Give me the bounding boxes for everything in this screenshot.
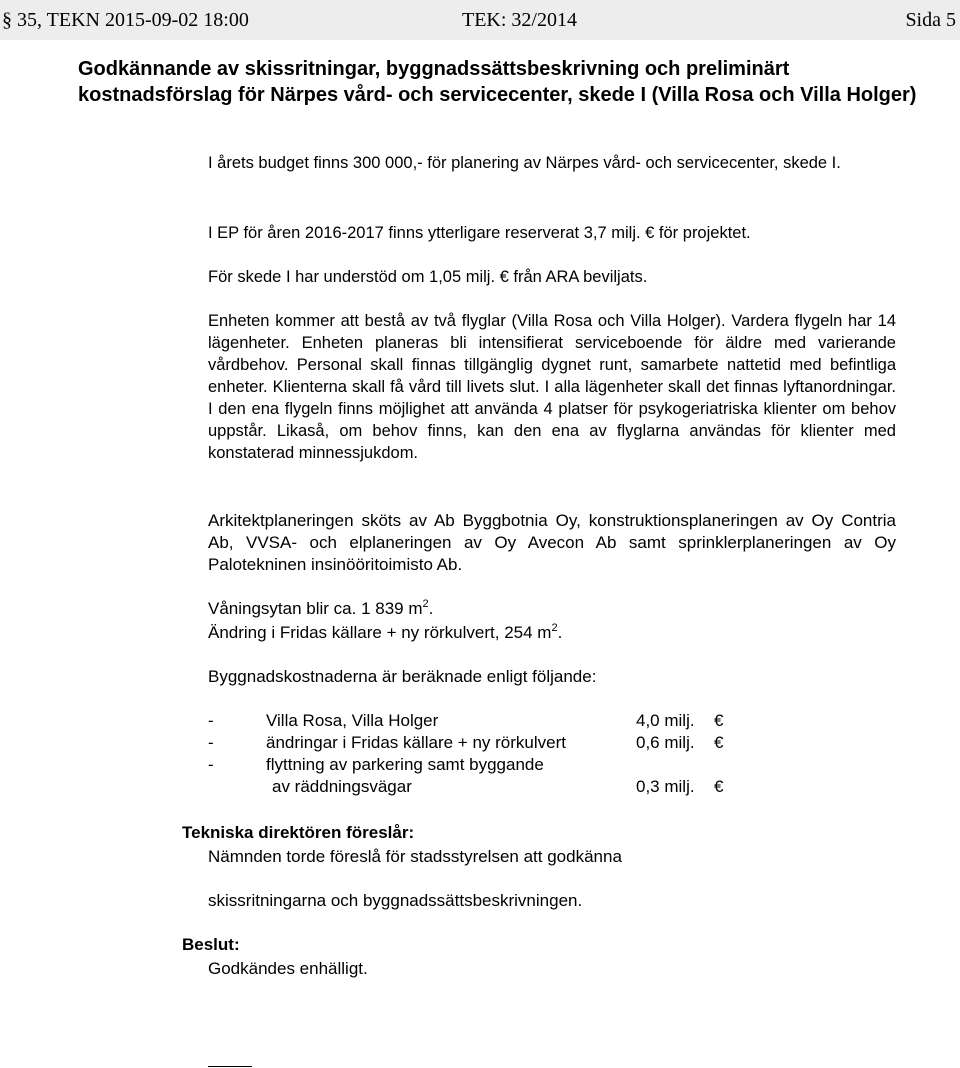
cost-amount: 0,3 milj.: [636, 777, 695, 796]
renovation-area-period: .: [557, 623, 563, 642]
decision-text: Godkändes enhälligt.: [208, 959, 368, 978]
header-section-date: § 35, TEKN 2015-09-02 18:00: [2, 9, 249, 31]
cost-list: [208, 710, 768, 798]
floor-area-period: .: [428, 599, 434, 618]
paragraph-unit-description: Enheten kommer att bestå av två flyglar (Villa Rosa och Villa Holger). Vardera flygeln har 14 lägenheter. Enheten planeras bli intensifierat serviceboende för äldre med varierande vårdbehov. Personal skall finnas tillgänglig dygnet runt, samarbete nattetid med befintliga enheter. Klienterna skall få vård till livets slut. I alla lägenheter skall det finnas lyftanordningar. I den ena flygeln finns möjlighet att använda 4 platser för psykogeriatriska klienter om behov uppstår. Likaså, om behov finns, kan den ena av flyglarna användas för klienter med konstaterad minnessjukdom.: [208, 312, 896, 462]
proposal-text: Nämnden torde föreslå för stadsstyrelsen att godkänna: [208, 847, 622, 866]
cost-label: flyttning av parkering samt byggande: [266, 755, 544, 774]
costs-intro: Byggnadskostnaderna är beräknade enligt följande:: [208, 667, 597, 686]
cost-label: ändringar i Fridas källare + ny rörkulvert: [266, 733, 566, 752]
floor-area-line: [208, 598, 896, 620]
renovation-area-superscript: 2: [551, 622, 558, 634]
cost-amount: 0,6 milj.: [636, 733, 695, 752]
paragraph-ara-grant: För skede I har understöd om 1,05 milj. € från ARA beviljats.: [208, 268, 648, 286]
cost-row-continuation: [208, 776, 768, 798]
decision-heading: Beslut:: [182, 935, 240, 954]
cost-dash: -: [208, 755, 214, 774]
renovation-area-text: Ändring i Fridas källare + ny rörkulvert, 254 m: [208, 623, 552, 642]
signature-line: [208, 1066, 252, 1067]
proposal-heading: Tekniska direktören föreslår:: [182, 823, 415, 842]
cost-dash: -: [208, 711, 214, 730]
cost-row: [208, 754, 768, 776]
header-page-number: Sida 5: [905, 9, 956, 31]
cost-row: [208, 732, 768, 754]
paragraph-ep-reserve: I EP för åren 2016-2017 finns ytterligare reserverat 3,7 milj. € för projektet.: [208, 224, 751, 242]
cost-row: [208, 710, 768, 732]
cost-dash: -: [208, 733, 214, 752]
floor-area-superscript: 2: [422, 598, 429, 610]
floor-area-text: Våningsytan blir ca. 1 839 m: [208, 599, 423, 618]
paragraph-budget: I årets budget finns 300 000,- för planering av Närpes vård- och servicecenter, skede I.: [208, 154, 841, 172]
document-title: Godkännande av skissritningar, byggnadssättsbeskrivning och preliminärt kostnadsförslag för Närpes vård- och servicecenter, skede I (Villa Rosa och Villa Holger): [78, 58, 917, 106]
euro-symbol: €: [714, 711, 724, 730]
renovation-area-line: [208, 622, 896, 644]
euro-symbol: €: [714, 777, 724, 796]
paragraph-planning: Arkitektplaneringen sköts av Ab Byggbotnia Oy, konstruktionsplaneringen av Oy Contria Ab, VVSA- och elplaneringen av Oy Avecon Ab samt sprinklerplaneringen av Oy Palotekninen insinööritoimisto Ab.: [208, 511, 896, 574]
cost-label: Villa Rosa, Villa Holger: [266, 711, 439, 730]
header-case-number: TEK: 32/2014: [462, 9, 577, 31]
cost-amount: 4,0 milj.: [636, 711, 695, 730]
cost-label-continuation: av räddningsvägar: [272, 777, 412, 796]
page-header: [0, 0, 960, 40]
euro-symbol: €: [714, 733, 724, 752]
proposal-text-continued: skissritningarna och byggnadssättsbeskrivningen.: [208, 891, 583, 910]
